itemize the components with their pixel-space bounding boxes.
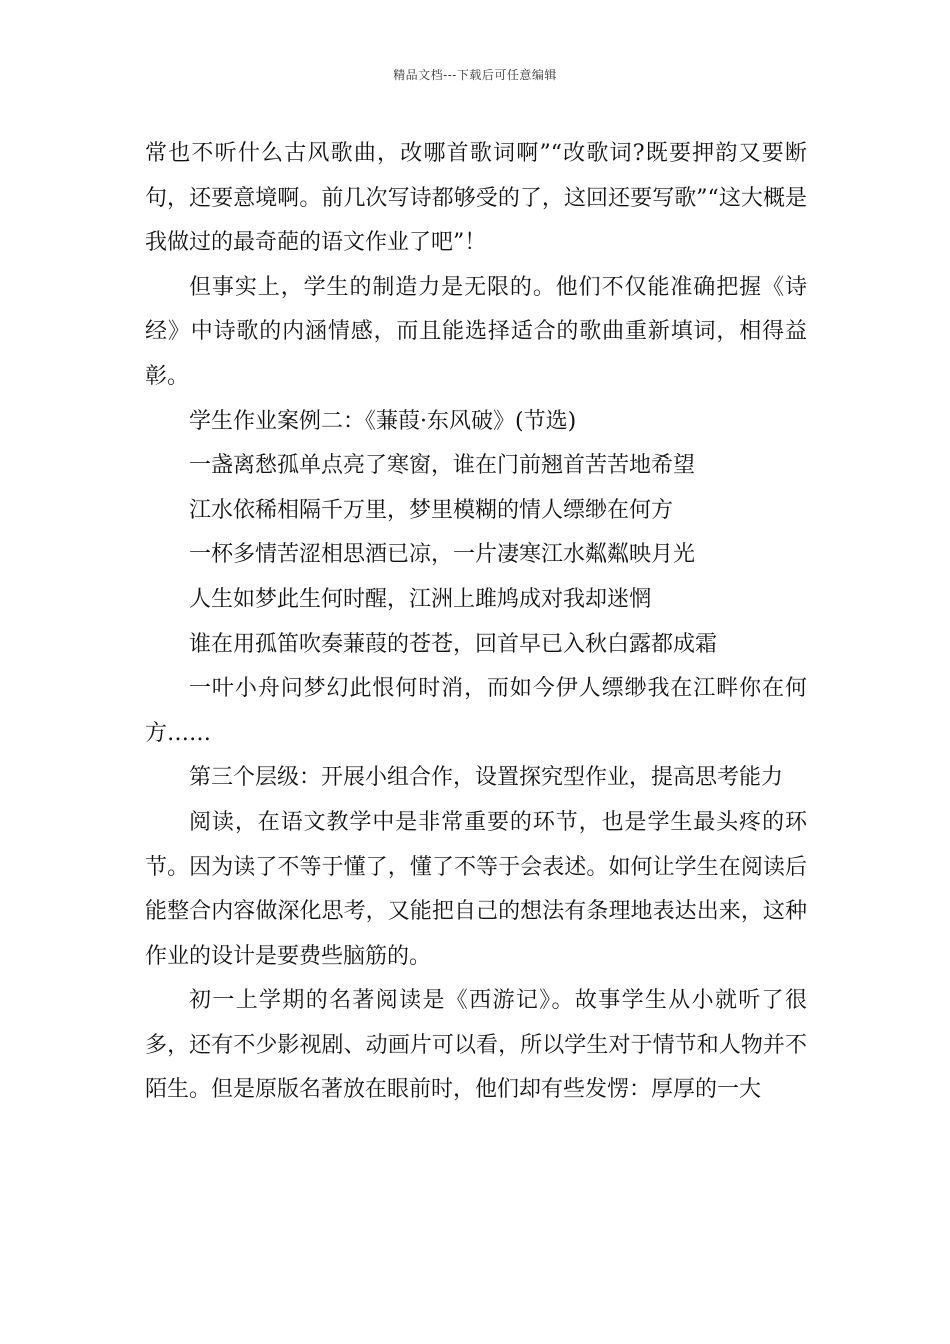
paragraph: 初一上学期的名著阅读是《西游记》。故事学生从小就听了很多，还有不少影视剧、动画片可以看，所以学生对于情节和人物并不陌生。但是原版名著放在眼前时，他们却有些发愣：厚厚的一大 <box>145 988 807 1103</box>
lyric-line: 人生如梦此生何时醒，江洲上雎鸠成对我却迷惘 <box>189 586 652 612</box>
lyric-line: 一叶小舟问梦幻此恨何时消，而如今伊人缥缈我在江畔你在何方…… <box>145 676 807 746</box>
page-header: 精品文档---下载后可任意编辑 <box>393 68 557 82</box>
paragraph: 但事实上，学生的制造力是无限的。他们不仅能准确把握《诗经》中诗歌的内涵情感，而且能选择适合的歌曲重新填词，相得益彰。 <box>145 274 807 389</box>
document-body <box>145 132 807 1113</box>
example-heading: 学生作业案例二：《蒹葭·东风破》(节选) <box>189 408 577 434</box>
lyric-line: 江水依稀相隔千万里，梦里模糊的情人缥缈在何方 <box>189 497 674 523</box>
paragraph-continued: 常也不听什么古风歌曲，改哪首歌词啊”“改歌词?既要押韵又要断句，还要意境啊。前几次写诗都够受的了，这回还要写歌”“这大概是我做过的最奇葩的语文作业了吧”！ <box>145 141 807 256</box>
lyric-line: 一盏离愁孤单点亮了寒窗，谁在门前翘首苦苦地希望 <box>189 453 696 479</box>
section-heading: 第三个层级：开展小组合作，设置探究型作业，提高思考能力 <box>189 765 784 791</box>
lyric-line: 一杯多情苦涩相思酒已凉，一片凄寒江水粼粼映月光 <box>189 542 696 568</box>
paragraph: 阅读，在语文教学中是非常重要的环节，也是学生最头疼的环节。因为读了不等于懂了，懂了不等于会表述。如何让学生在阅读后能整合内容做深化思考，又能把自己的想法有条理地表达出来，这种作业的设计是要费些脑筋的。 <box>145 809 807 969</box>
lyric-line: 谁在用孤笛吹奏蒹葭的苍苍，回首早已入秋白露都成霜 <box>189 631 718 657</box>
